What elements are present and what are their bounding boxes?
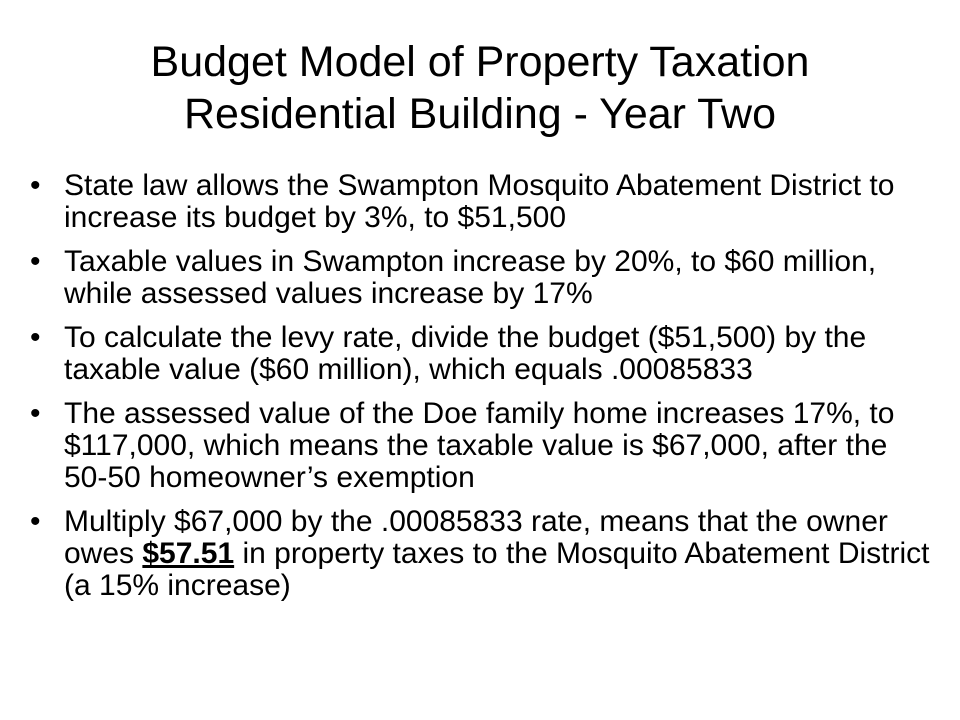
bullet-dot-icon: • [30,245,41,278]
bullet-dot-icon: • [30,321,41,354]
bullet-dot-icon: • [30,505,41,538]
bullet-item [30,246,930,310]
bullet-text: The assessed value of the Doe family home increases 17%, to $117,000, which means the taxable value is $67,000, after the 50-50 homeowner’s exemption [64,397,895,494]
bullet-text: To calculate the levy rate, divide the budget ($51,500) by the taxable value ($60 million), which equals .00085833 [64,321,867,386]
title-line-1: Budget Model of Property Taxation [150,38,810,86]
bullet-dot-icon: • [30,169,41,202]
bullet-item [30,170,930,234]
amount-owed: $57.51 [142,537,235,570]
bullet-item [30,398,930,494]
bullet-text: State law allows the Swampton Mosquito Abatement District to increase its budget by 3%, to $51,500 [64,169,895,234]
bullet-item [30,506,930,602]
bullet-dot-icon: • [30,397,41,430]
title-line-2: Residential Building - Year Two [183,90,777,138]
bullet-list [30,170,930,614]
bullet-item [30,322,930,386]
bullet-text: Taxable values in Swampton increase by 20%, to $60 million, while assessed values increase by 17% [64,245,877,310]
bullet-text-before: Multiply $67,000 by the .00085833 rate, means that the owner owes [64,505,888,570]
slide-title [0,36,960,140]
bullet-text-after: in property taxes to the Mosquito Abatement District (a 15% increase) [64,537,930,602]
